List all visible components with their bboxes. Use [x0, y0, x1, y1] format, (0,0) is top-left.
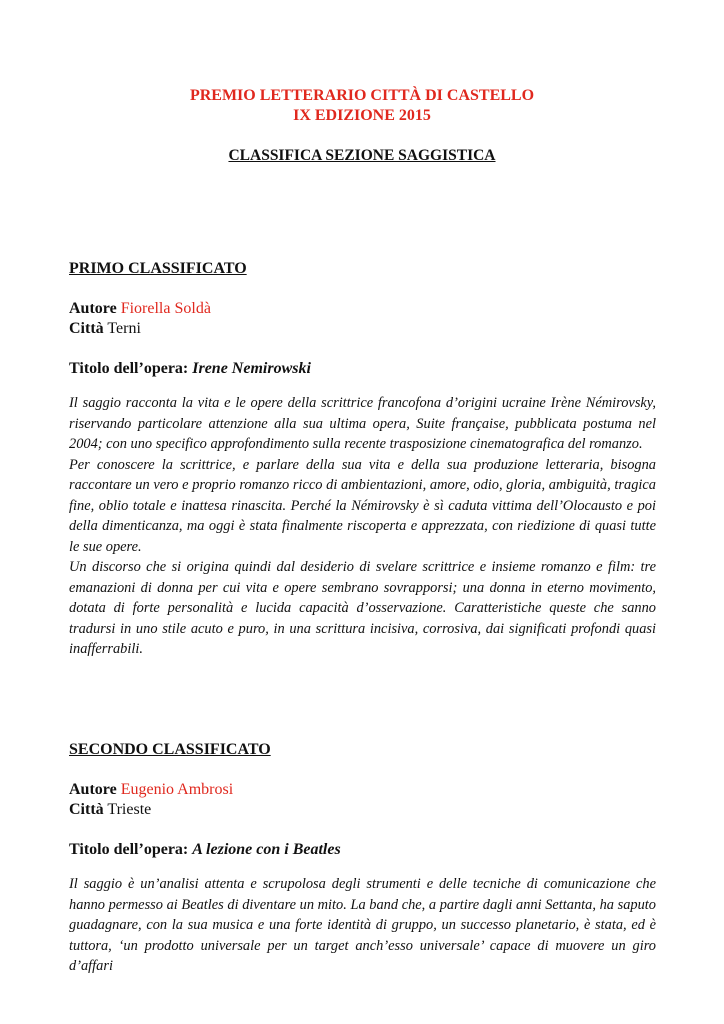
work-label: Titolo dell’opera: — [69, 841, 189, 858]
document-title-line1: PREMIO LETTERARIO CITTÀ DI CASTELLO — [189, 87, 535, 104]
synopsis-paragraph: Il saggio racconta la vita e le opere della scrittrice francofona d’origini ucraine Irène Némirovsky, riservando particolare attenzione alla sua ultima opera, Suite française, pubblicata postuma nel 2004; con uno specifico approfondimento sulla recente trasposizione cinematografica del romanzo. — [69, 395, 656, 452]
work-title-line — [69, 840, 656, 860]
synopsis-paragraph: Un discorso che si origina quindi dal desiderio di svelare scrittrice e insieme romanzo e film: tre emanazioni di donna per cui vita e opere sembrano sovrapporsi; una donna in eterno movimento, dotata di forte personalità e lucida capacità d’osservazione. Caratteristiche queste che sanno tradursi in uno stile acuto e puro, in una scrittura incisiva, corrosiva, dai significati profondi quasi inafferrabili. — [69, 559, 656, 657]
section-first-place — [69, 259, 656, 660]
document-title-line2: IX EDIZIONE 2015 — [293, 107, 431, 124]
city-name: Trieste — [107, 801, 152, 818]
work-label: Titolo dell’opera: — [69, 360, 189, 377]
synopsis-paragraph: Per conoscere la scrittrice, e parlare della sua vita e della sua produzione letteraria, bisogna raccontare un vero e proprio romanzo ricco di ambientazioni, amore, odio, gloria, ambiguità, tragica fine, oblio totale e inattesa rinascita. Perché la Némirovsky è sì caduta vittima dell’Olocausto e poi della dimenticanza, ma oggi è stata finalmente riscoperta e apprezzata, con riedizione di quasi tutte le sue opere. — [69, 456, 656, 555]
synopsis-paragraph: Il saggio è un’analisi attenta e scrupolosa degli strumenti e delle tecniche di comunicazione che hanno permesso ai Beatles di diventare un mito. La band che, a partire dagli anni Settanta, ha saputo guadagnare, con la sua musica e una forte identità di gruppo, un successo planetario, è stata, ed è tuttora, ‘un prodotto universale per un target anch’esso universale’ capace di muovere un giro d’affari — [69, 876, 656, 974]
city-line — [69, 800, 656, 820]
work-title-line — [69, 359, 656, 379]
city-label: Città — [69, 320, 104, 337]
city-label: Città — [69, 801, 104, 818]
document-subtitle: CLASSIFICA SEZIONE SAGGISTICA — [228, 147, 496, 164]
author-line — [69, 299, 656, 319]
section-second-place — [69, 740, 656, 977]
section-heading: SECONDO CLASSIFICATO — [69, 741, 271, 758]
city-line — [69, 319, 656, 339]
author-label: Autore — [69, 300, 117, 317]
city-name: Terni — [107, 320, 141, 337]
work-title: A lezione con i Beatles — [192, 841, 341, 858]
work-title: Irene Nemirowski — [192, 360, 311, 377]
author-name: Eugenio Ambrosi — [120, 781, 234, 798]
author-label: Autore — [69, 781, 117, 798]
author-name: Fiorella Soldà — [120, 300, 211, 317]
author-line — [69, 780, 656, 800]
section-heading: PRIMO CLASSIFICATO — [69, 260, 247, 277]
